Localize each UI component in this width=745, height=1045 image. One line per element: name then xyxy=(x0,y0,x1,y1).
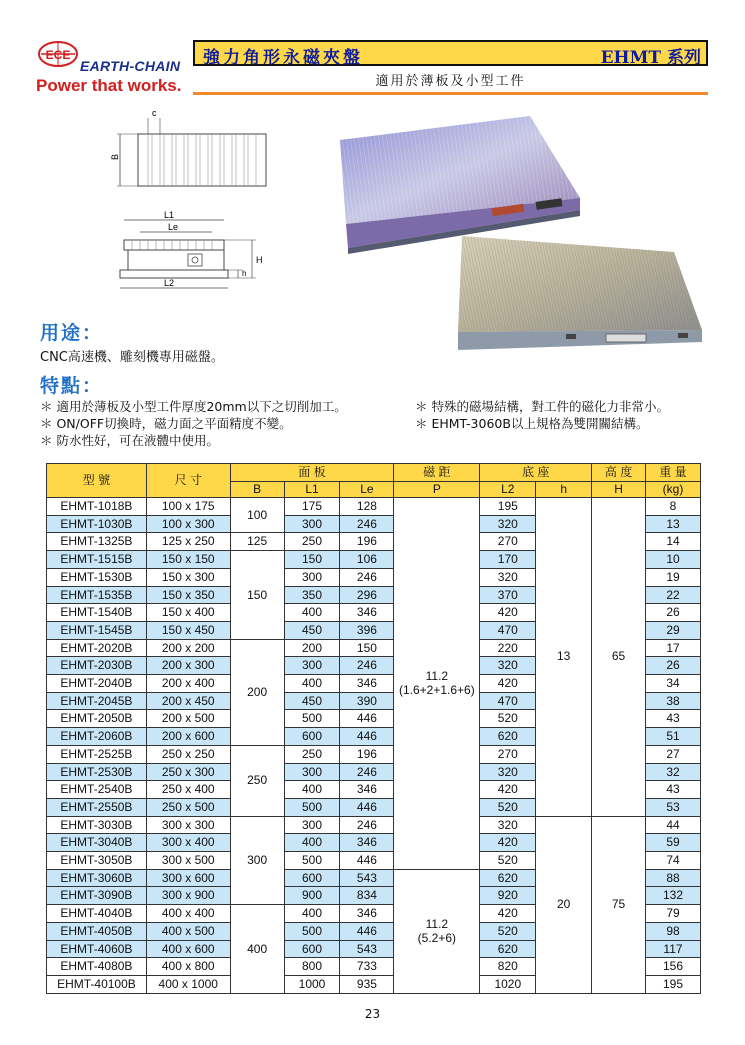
le-cell: 935 xyxy=(340,975,394,993)
header-le: Le xyxy=(340,482,394,498)
weight-cell: 51 xyxy=(646,728,701,746)
l2-cell: 420 xyxy=(480,905,536,923)
weight-cell: 44 xyxy=(646,816,701,834)
size-cell: 250 x 400 xyxy=(146,781,230,799)
l2-cell: 470 xyxy=(480,692,536,710)
dim-l1-label: L1 xyxy=(164,210,175,220)
weight-cell: 27 xyxy=(646,745,701,763)
l1-cell: 600 xyxy=(284,940,340,958)
l1-cell: 300 xyxy=(284,816,340,834)
size-cell: 100 x 300 xyxy=(146,515,230,533)
H-cell: 65 xyxy=(592,498,646,817)
model-cell: EHMT-2050B xyxy=(47,710,147,728)
le-cell: 150 xyxy=(340,639,394,657)
l2-cell: 270 xyxy=(480,745,536,763)
l2-cell: 320 xyxy=(480,657,536,675)
weight-cell: 32 xyxy=(646,763,701,781)
header-l1: L1 xyxy=(284,482,340,498)
weight-cell: 98 xyxy=(646,922,701,940)
model-cell: EHMT-1018B xyxy=(47,498,147,516)
model-cell: EHMT-1030B xyxy=(47,515,147,533)
l1-cell: 600 xyxy=(284,728,340,746)
l2-cell: 270 xyxy=(480,533,536,551)
dim-h-label: h xyxy=(242,269,247,278)
l2-cell: 1020 xyxy=(480,975,536,993)
l1-cell: 300 xyxy=(284,763,340,781)
size-cell: 400 x 600 xyxy=(146,940,230,958)
model-cell: EHMT-1530B xyxy=(47,568,147,586)
brand-slogan: Power that works. xyxy=(36,76,182,95)
weight-cell: 195 xyxy=(646,975,701,993)
l2-cell: 420 xyxy=(480,834,536,852)
features-heading: 特點： xyxy=(40,375,104,397)
b-cell: 250 xyxy=(230,745,284,816)
weight-cell: 26 xyxy=(646,604,701,622)
size-cell: 150 x 150 xyxy=(146,551,230,569)
dim-H-label: H xyxy=(256,255,263,265)
model-cell: EHMT-2040B xyxy=(47,675,147,693)
l1-cell: 900 xyxy=(284,887,340,905)
weight-cell: 17 xyxy=(646,639,701,657)
l1-cell: 250 xyxy=(284,745,340,763)
weight-cell: 34 xyxy=(646,675,701,693)
l1-cell: 450 xyxy=(284,692,340,710)
dim-le-label: Le xyxy=(168,222,179,232)
table-row xyxy=(47,498,701,516)
le-cell: 346 xyxy=(340,675,394,693)
b-cell: 150 xyxy=(230,551,284,640)
b-cell: 125 xyxy=(230,533,284,551)
pitch-cell xyxy=(394,869,480,993)
pitch-detail: (5.2+6) xyxy=(417,931,457,946)
l1-cell: 400 xyxy=(284,675,340,693)
le-cell: 446 xyxy=(340,852,394,870)
l2-cell: 470 xyxy=(480,621,536,639)
model-cell: EHMT-1535B xyxy=(47,586,147,604)
l2-cell: 920 xyxy=(480,887,536,905)
weight-cell: 53 xyxy=(646,798,701,816)
le-cell: 106 xyxy=(340,551,394,569)
le-cell: 246 xyxy=(340,657,394,675)
size-cell: 200 x 200 xyxy=(146,639,230,657)
product-photo xyxy=(330,110,710,356)
header-face: 面 板 xyxy=(230,464,394,482)
l2-cell: 820 xyxy=(480,958,536,976)
size-cell: 300 x 900 xyxy=(146,887,230,905)
model-cell: EHMT-2550B xyxy=(47,798,147,816)
page-title: 強力角形永磁夾盤 xyxy=(203,48,363,68)
l1-cell: 500 xyxy=(284,798,340,816)
size-cell: 400 x 500 xyxy=(146,922,230,940)
size-cell: 400 x 400 xyxy=(146,905,230,923)
feature-item: ＊ ON/OFF切換時，磁力面之平面精度不變。 xyxy=(40,416,292,431)
l2-cell: 420 xyxy=(480,675,536,693)
header-p: P xyxy=(394,482,480,498)
size-cell: 400 x 800 xyxy=(146,958,230,976)
weight-cell: 59 xyxy=(646,834,701,852)
model-cell: EHMT-3090B xyxy=(47,887,147,905)
weight-cell: 88 xyxy=(646,869,701,887)
earth-chain-logo-icon xyxy=(38,40,78,68)
header-kg: (kg) xyxy=(646,482,701,498)
size-cell: 200 x 400 xyxy=(146,675,230,693)
weight-cell: 13 xyxy=(646,515,701,533)
model-cell: EHMT-1325B xyxy=(47,533,147,551)
page-number: 23 xyxy=(364,1007,381,1021)
model-cell: EHMT-3060B xyxy=(47,869,147,887)
weight-cell: 117 xyxy=(646,940,701,958)
model-cell: EHMT-4080B xyxy=(47,958,147,976)
model-cell: EHMT-1545B xyxy=(47,621,147,639)
h-cell: 20 xyxy=(536,816,592,993)
size-cell: 150 x 350 xyxy=(146,586,230,604)
brand-name: EARTH-CHAIN xyxy=(80,58,181,74)
weight-cell: 79 xyxy=(646,905,701,923)
size-cell: 150 x 400 xyxy=(146,604,230,622)
size-cell: 400 x 1000 xyxy=(146,975,230,993)
le-cell: 128 xyxy=(340,498,394,516)
l1-cell: 300 xyxy=(284,515,340,533)
l1-cell: 350 xyxy=(284,586,340,604)
l1-cell: 400 xyxy=(284,604,340,622)
model-cell: EHMT-4050B xyxy=(47,922,147,940)
l2-cell: 520 xyxy=(480,922,536,940)
pitch-value: 11.2 xyxy=(425,669,449,684)
model-cell: EHMT-4060B xyxy=(47,940,147,958)
feature-item: ＊ EHMT-3060B以上規格為雙開關結構。 xyxy=(415,416,649,431)
le-cell: 346 xyxy=(340,834,394,852)
header-pitch: 磁 距 xyxy=(394,464,480,482)
le-cell: 834 xyxy=(340,887,394,905)
size-cell: 150 x 300 xyxy=(146,568,230,586)
l1-cell: 150 xyxy=(284,551,340,569)
size-cell: 300 x 300 xyxy=(146,816,230,834)
header-base: 底 座 xyxy=(480,464,592,482)
table-row xyxy=(47,816,701,834)
le-cell: 346 xyxy=(340,905,394,923)
size-cell: 250 x 250 xyxy=(146,745,230,763)
le-cell: 396 xyxy=(340,621,394,639)
dimension-drawing xyxy=(100,108,290,298)
l2-cell: 520 xyxy=(480,852,536,870)
l2-cell: 520 xyxy=(480,798,536,816)
l1-cell: 400 xyxy=(284,781,340,799)
l2-cell: 620 xyxy=(480,940,536,958)
l1-cell: 800 xyxy=(284,958,340,976)
logo-mark-text: ECE xyxy=(45,48,71,62)
model-cell: EHMT-2530B xyxy=(47,763,147,781)
le-cell: 446 xyxy=(340,728,394,746)
usage-heading: 用途： xyxy=(40,322,104,344)
model-cell: EHMT-2060B xyxy=(47,728,147,746)
l2-cell: 520 xyxy=(480,710,536,728)
le-cell: 246 xyxy=(340,568,394,586)
page-subtitle: 適用於薄板及小型工件 xyxy=(375,74,526,89)
l2-cell: 320 xyxy=(480,568,536,586)
le-cell: 196 xyxy=(340,745,394,763)
weight-cell: 29 xyxy=(646,621,701,639)
le-cell: 246 xyxy=(340,515,394,533)
header-model: 型 號 xyxy=(47,464,147,498)
l1-cell: 1000 xyxy=(284,975,340,993)
b-cell: 300 xyxy=(230,816,284,905)
le-cell: 346 xyxy=(340,781,394,799)
header-h: h xyxy=(536,482,592,498)
le-cell: 543 xyxy=(340,940,394,958)
l2-cell: 170 xyxy=(480,551,536,569)
l1-cell: 250 xyxy=(284,533,340,551)
dim-l2-label: L2 xyxy=(164,278,175,288)
le-cell: 390 xyxy=(340,692,394,710)
l2-cell: 620 xyxy=(480,728,536,746)
weight-cell: 38 xyxy=(646,692,701,710)
size-cell: 200 x 450 xyxy=(146,692,230,710)
l2-cell: 420 xyxy=(480,604,536,622)
weight-cell: 22 xyxy=(646,586,701,604)
l1-cell: 450 xyxy=(284,621,340,639)
le-cell: 246 xyxy=(340,763,394,781)
le-cell: 446 xyxy=(340,710,394,728)
model-cell: EHMT-2045B xyxy=(47,692,147,710)
feature-item: ＊ 防水性好，可在液體中使用。 xyxy=(40,433,219,448)
feature-item: ＊ 特殊的磁場結構，對工件的磁化力非常小。 xyxy=(415,399,669,414)
model-cell: EHMT-2525B xyxy=(47,745,147,763)
pitch-cell xyxy=(394,498,480,870)
weight-cell: 8 xyxy=(646,498,701,516)
model-cell: EHMT-3050B xyxy=(47,852,147,870)
size-cell: 300 x 400 xyxy=(146,834,230,852)
b-cell: 200 xyxy=(230,639,284,745)
header-l2: L2 xyxy=(480,482,536,498)
l2-cell: 420 xyxy=(480,781,536,799)
series-label: EHMT 系列 xyxy=(600,48,701,68)
model-cell: EHMT-3040B xyxy=(47,834,147,852)
l2-cell: 320 xyxy=(480,763,536,781)
size-cell: 125 x 250 xyxy=(146,533,230,551)
size-cell: 200 x 600 xyxy=(146,728,230,746)
l1-cell: 300 xyxy=(284,568,340,586)
header-weight: 重 量 xyxy=(646,464,701,482)
model-cell: EHMT-3030B xyxy=(47,816,147,834)
model-cell: EHMT-2540B xyxy=(47,781,147,799)
size-cell: 250 x 300 xyxy=(146,763,230,781)
weight-cell: 156 xyxy=(646,958,701,976)
l1-cell: 400 xyxy=(284,834,340,852)
weight-cell: 43 xyxy=(646,710,701,728)
l1-cell: 500 xyxy=(284,710,340,728)
pitch-value: 11.2 xyxy=(425,917,449,932)
le-cell: 543 xyxy=(340,869,394,887)
dim-c-label: c xyxy=(152,108,157,118)
le-cell: 246 xyxy=(340,816,394,834)
weight-cell: 132 xyxy=(646,887,701,905)
l1-cell: 400 xyxy=(284,905,340,923)
subtitle-rule xyxy=(193,92,708,95)
model-cell: EHMT-1540B xyxy=(47,604,147,622)
header-height: 高 度 xyxy=(592,464,646,482)
l2-cell: 620 xyxy=(480,869,536,887)
h-cell: 13 xyxy=(536,498,592,817)
H-cell: 75 xyxy=(592,816,646,993)
le-cell: 733 xyxy=(340,958,394,976)
model-cell: EHMT-1515B xyxy=(47,551,147,569)
l1-cell: 500 xyxy=(284,852,340,870)
le-cell: 446 xyxy=(340,798,394,816)
le-cell: 446 xyxy=(340,922,394,940)
l2-cell: 220 xyxy=(480,639,536,657)
header-H: H xyxy=(592,482,646,498)
le-cell: 196 xyxy=(340,533,394,551)
spec-table xyxy=(46,463,701,994)
feature-item: ＊ 適用於薄板及小型工件厚度20mm以下之切削加工。 xyxy=(40,399,347,414)
l2-cell: 320 xyxy=(480,816,536,834)
pitch-detail: (1.6+2+1.6+6) xyxy=(398,683,475,698)
l1-cell: 300 xyxy=(284,657,340,675)
b-cell: 400 xyxy=(230,905,284,994)
l2-cell: 195 xyxy=(480,498,536,516)
size-cell: 200 x 500 xyxy=(146,710,230,728)
header-b: B xyxy=(230,482,284,498)
weight-cell: 26 xyxy=(646,657,701,675)
size-cell: 150 x 450 xyxy=(146,621,230,639)
weight-cell: 74 xyxy=(646,852,701,870)
usage-text: CNC高速機、雕刻機專用磁盤。 xyxy=(40,350,224,365)
weight-cell: 43 xyxy=(646,781,701,799)
b-cell: 100 xyxy=(230,498,284,533)
size-cell: 250 x 500 xyxy=(146,798,230,816)
size-cell: 300 x 500 xyxy=(146,852,230,870)
weight-cell: 19 xyxy=(646,568,701,586)
weight-cell: 10 xyxy=(646,551,701,569)
model-cell: EHMT-2030B xyxy=(47,657,147,675)
size-cell: 200 x 300 xyxy=(146,657,230,675)
header-size: 尺 寸 xyxy=(146,464,230,498)
l1-cell: 600 xyxy=(284,869,340,887)
size-cell: 100 x 175 xyxy=(146,498,230,516)
l1-cell: 200 xyxy=(284,639,340,657)
l2-cell: 320 xyxy=(480,515,536,533)
le-cell: 296 xyxy=(340,586,394,604)
size-cell: 300 x 600 xyxy=(146,869,230,887)
model-cell: EHMT-2020B xyxy=(47,639,147,657)
model-cell: EHMT-4040B xyxy=(47,905,147,923)
weight-cell: 14 xyxy=(646,533,701,551)
l1-cell: 500 xyxy=(284,922,340,940)
model-cell: EHMT-40100B xyxy=(47,975,147,993)
le-cell: 346 xyxy=(340,604,394,622)
l2-cell: 370 xyxy=(480,586,536,604)
dim-b-label: B xyxy=(110,153,120,160)
l1-cell: 175 xyxy=(284,498,340,516)
